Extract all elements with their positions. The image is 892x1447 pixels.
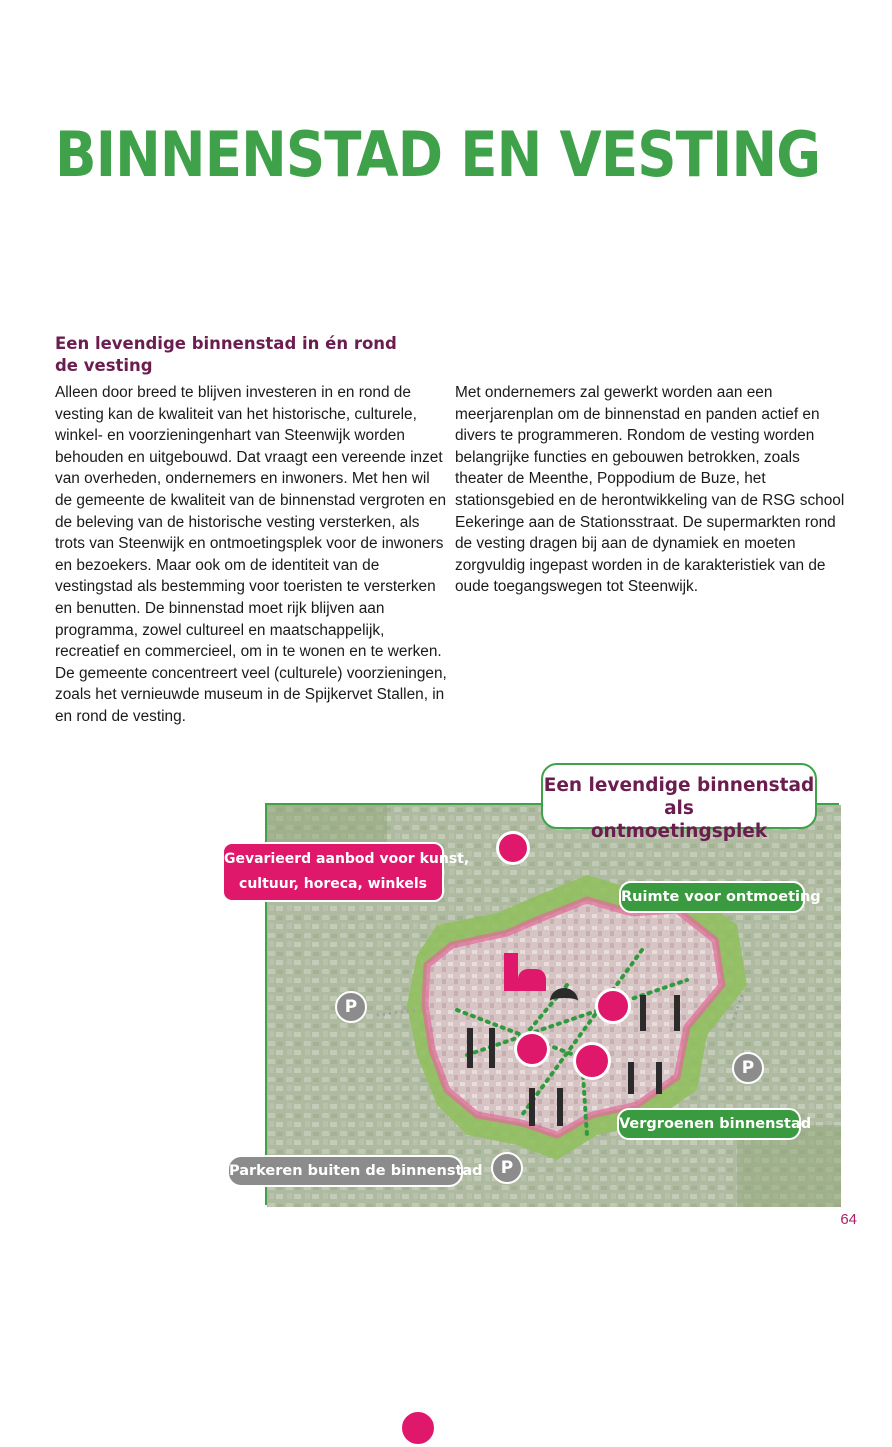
parking-icon: P (732, 1052, 764, 1084)
body-text-column-1: Alleen door breed te blijven investeren in en rond de vesting kan de kwaliteit van het historische, culturele, winkel- en voorzieningenhart van Steenwijk worden behouden en uitgebouwd. Dat vraagt een vereende inzet van overheden, ondernemers en inwoners. Met hen wil de gemeente de kwaliteit van de binnenstad vergroten en de beleving van de historische vesting versterken, als trots van Steenwijk en ontmoetingsplek voor de inwoners en bezoekers. Maar ook om de identiteit van de vestingstad als bestemming voor toeristen te versterken en benutten. De binnenstad moet rijk blijven aan programma, zowel cultureel en maatschappelijk, recreatief en commercieel, om in te wonen en te werken. De gemeente concentreert veel (culturele) voorzieningen, zoals het vernieuwde museum in de Spijkervet Stallen, in en rond de vesting. (55, 384, 447, 725)
family-icon (467, 1028, 495, 1068)
parking-icon: P (335, 991, 367, 1023)
label-parking-outside: Parkeren buiten de binnenstad (227, 1155, 463, 1187)
theater-masks-icon (496, 831, 530, 865)
museum-icon (514, 1031, 550, 1067)
section-heading: Een levendige binnenstad in én rond de vesting (55, 334, 397, 375)
label-greening-city-center: Vergroenen binnenstad (617, 1108, 801, 1140)
walking-people-icon (529, 1088, 563, 1126)
people-talking-icon (640, 995, 680, 1031)
shop-icon (595, 988, 631, 1024)
museum-icon-outer (399, 1409, 437, 1447)
book-icon (573, 1042, 611, 1080)
church-icon (504, 953, 518, 991)
label-room-for-meeting: Ruimte voor ontmoeting (619, 881, 805, 913)
parking-icon: P (491, 1152, 523, 1184)
map-callout-title: Een levendige binnenstad als ontmoetingsplek (541, 763, 817, 829)
label-varied-offering: Gevarieerd aanbod voor kunst, cultuur, horeca, winkels (222, 842, 444, 902)
page-number: 64 (840, 1211, 857, 1228)
house-icon (518, 969, 546, 991)
body-text-column-2: Met ondernemers zal gewerkt worden aan een meerjarenplan om de binnenstad en panden actief en divers te programmeren. Rondom de vesting worden belangrijke functies en gebouwen betrokken, zoals theater de Meenthe, Poppodium de Buze, het stationsgebied en de herontwikkeling van de RSG school Eekeringe aan de Stationsstraat. De supermarkten rond de vesting dragen bij aan de dynamiek en moeten zorgvuldig ingepast worden in de karakteristiek van de oude toegangswegen tot Steenwijk. (455, 384, 845, 596)
people-meeting-icon (628, 1062, 662, 1094)
page-title: BINNENSTAD EN VESTING (55, 118, 821, 191)
people-at-table-icon (550, 988, 578, 1014)
city-center-map (224, 803, 839, 1205)
